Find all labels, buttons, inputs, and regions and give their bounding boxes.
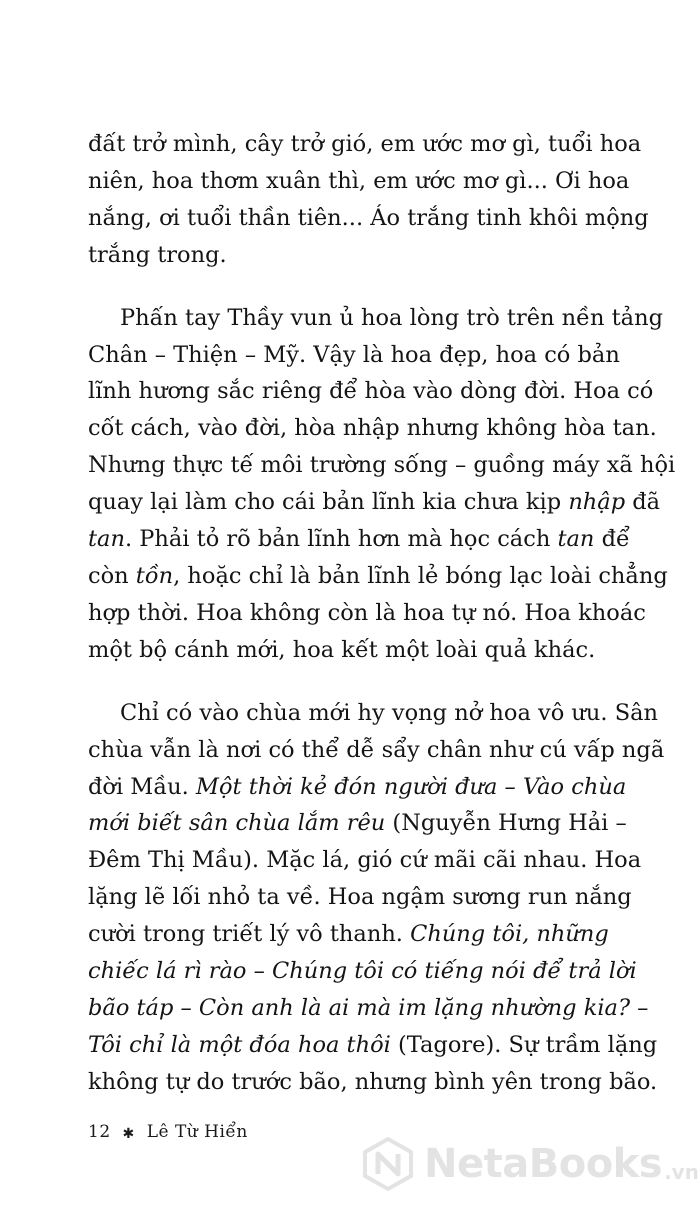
text-segment: cốt cách, vào đời, hòa nhập nhưng không hòa tan.: [88, 415, 657, 442]
text-segment: Nhưng thực tế môi trường sống – guồng máy xã hội: [88, 452, 676, 479]
paragraph: [88, 300, 676, 669]
text-segment: trắng trong.: [88, 241, 227, 268]
text-segment: lặng lẽ lối nhỏ ta về. Hoa ngậm sương run nắng: [88, 884, 632, 911]
text-line: [88, 126, 642, 163]
watermark-suffix: .vn: [664, 1160, 699, 1184]
text-segment: (Tagore). Sự trầm lặng: [390, 1031, 658, 1058]
text-line: [88, 953, 637, 990]
text-line: [88, 410, 657, 447]
text-line: [88, 1064, 658, 1101]
page-footer: [88, 1122, 248, 1142]
italic-text: tan: [88, 526, 125, 553]
text-segment: Chân – Thiện – Mỹ. Vậy là hoa đẹp, hoa có bản: [88, 341, 620, 368]
text-segment: không tự do trước bão, nhưng bình yên trong bão.: [88, 1068, 658, 1095]
text-line: [88, 237, 600, 274]
italic-text: mới biết sân chùa lắm rêu: [88, 810, 386, 837]
italic-text: Tôi chỉ là một đóa hoa thôi: [88, 1031, 391, 1058]
text-line: [88, 990, 649, 1027]
page-number: 12: [88, 1122, 111, 1142]
text-line: [88, 769, 627, 806]
netabooks-watermark: [360, 1136, 699, 1192]
page-body: [88, 126, 676, 1101]
text-line: [88, 163, 630, 200]
italic-text: nhập: [568, 489, 626, 516]
text-line: [88, 1027, 658, 1064]
text-segment: để: [594, 526, 630, 553]
text-line: [88, 732, 665, 769]
text-segment: Phấn tay Thầy vun ủ hoa lòng trò trên nền tảng: [120, 304, 663, 331]
text-line: [88, 842, 642, 879]
netabooks-logo-icon: [360, 1136, 416, 1192]
footer-separator: ✱: [122, 1126, 135, 1142]
text-segment: lĩnh hương sắc riêng để hòa vào dòng đời. Hoa có: [88, 378, 654, 405]
text-line: [88, 521, 630, 558]
text-line: [88, 484, 661, 521]
text-line: [88, 879, 632, 916]
text-segment: Chỉ có vào chùa mới hy vọng nở hoa vô ưu. Sân: [120, 699, 659, 726]
text-line: [88, 695, 659, 732]
text-segment: hợp thời. Hoa không còn là hoa tự nó. Hoa khoác: [88, 599, 646, 626]
text-segment: niên, hoa thơm xuân thì, em ước mơ gì... Ơi hoa: [88, 167, 630, 194]
italic-text: Chúng tôi, những: [410, 921, 609, 948]
text-line: [88, 447, 676, 484]
text-line: [88, 373, 654, 410]
text-segment: đất trở mình, cây trở gió, em ước mơ gì, tuổi hoa: [88, 131, 642, 157]
text-line: [88, 200, 649, 237]
italic-text: Một thời kẻ đón người đưa – Vào chùa: [195, 773, 627, 800]
text-segment: đã: [625, 489, 661, 516]
paragraph: [88, 695, 665, 1101]
text-segment: Đêm Thị Mầu). Mặc lá, gió cứ mãi cãi nhau. Hoa: [88, 847, 642, 874]
text-line: [88, 805, 627, 842]
paragraph: [88, 126, 649, 274]
watermark-brand: NetaBooks: [424, 1141, 663, 1187]
italic-text: tồn: [135, 562, 174, 589]
italic-text: bão táp – Còn anh là ai mà im lặng nhường kia? –: [88, 994, 649, 1021]
text-segment: . Phải tỏ rõ bản lĩnh hơn mà học cách: [124, 526, 558, 553]
text-line: [88, 632, 600, 669]
text-segment: đời Mầu.: [88, 773, 196, 800]
text-segment: còn: [88, 562, 136, 589]
text-segment: một bộ cánh mới, hoa kết một loài quả khác.: [88, 636, 596, 663]
text-segment: nắng, ơi tuổi thần tiên... Áo trắng tinh khôi mộng: [88, 204, 649, 231]
italic-text: tan: [557, 526, 595, 553]
text-segment: quay lại làm cho cái bản lĩnh kia chưa kịp: [88, 489, 569, 516]
text-line: [88, 916, 609, 953]
text-segment: chùa vẫn là nơi có thể dễ sẩy chân như cú vấp ngã: [88, 736, 665, 763]
text-segment: , hoặc chỉ là bản lĩnh lẻ bóng lạc loài chẳng: [173, 562, 668, 589]
text-line: [88, 595, 646, 632]
text-line: [88, 558, 668, 595]
text-line: [88, 337, 620, 374]
author-name: Lê Từ Hiển: [146, 1122, 248, 1142]
italic-text: chiếc lá rì rào – Chúng tôi có tiếng nói để trả lời: [88, 958, 637, 985]
text-segment: cười trong triết lý vô thanh.: [88, 921, 411, 948]
text-line: [88, 300, 663, 337]
text-segment: (Nguyễn Hưng Hải –: [385, 810, 627, 837]
